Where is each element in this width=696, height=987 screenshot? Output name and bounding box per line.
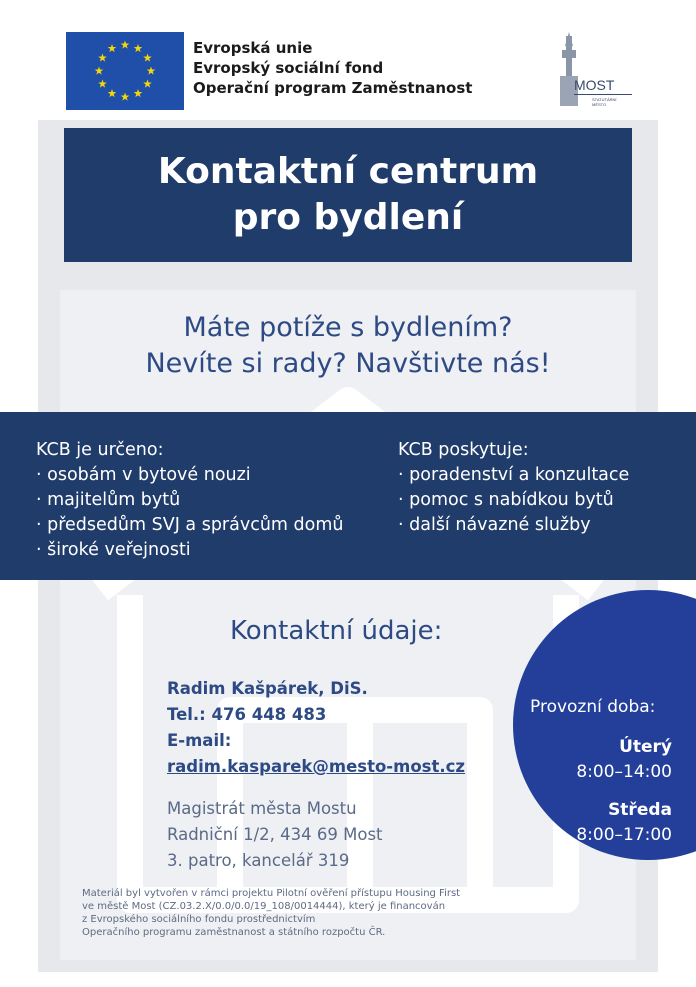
- address-line-1: Magistrát města Mostu: [167, 799, 357, 818]
- contact-title: Kontaktní údaje:: [230, 616, 443, 646]
- contact-tel[interactable]: Tel.: 476 448 483: [167, 705, 327, 724]
- eu-star-icon: [147, 67, 156, 75]
- question-line-2: Nevíte si rady? Navštivte nás!: [145, 348, 551, 379]
- contact-block: [167, 676, 465, 780]
- audience-item: · široké veřejnosti: [36, 540, 191, 560]
- eu-star-icon: [134, 44, 143, 52]
- audience-heading: KCB je určeno:: [36, 440, 164, 460]
- service-item: · pomoc s nabídkou bytů: [398, 490, 614, 510]
- funding-footnote: [82, 887, 522, 939]
- eu-star-icon: [121, 41, 130, 49]
- most-logo-text: MOST: [574, 77, 615, 93]
- address-line-2: Radniční 1/2, 434 69 Most: [167, 825, 383, 844]
- eu-line-3: Operační program Zaměstnanost: [193, 79, 473, 97]
- most-logo-sub2: MĚSTO: [592, 102, 607, 107]
- address-line-3: 3. patro, kancelář 319: [167, 851, 350, 870]
- hours-day-wednesday: Středa: [608, 800, 672, 820]
- eu-star-icon: [134, 89, 143, 97]
- contact-email-label: E-mail:: [167, 731, 232, 750]
- eu-star-icon: [121, 93, 130, 101]
- hours-time-wednesday: 8:00–17:00: [576, 825, 672, 845]
- header-logos: [0, 0, 696, 120]
- eu-star-icon: [108, 89, 117, 97]
- services-column: [398, 438, 629, 538]
- audience-item: · majitelům bytů: [36, 490, 181, 510]
- eu-star-icon: [95, 67, 104, 75]
- title-line-2: pro bydlení: [232, 197, 464, 238]
- audience-column: [36, 438, 343, 563]
- eu-line-1: Evropská unie: [193, 39, 313, 57]
- service-item: · poradenství a konzultace: [398, 465, 630, 485]
- eu-star-icon: [143, 80, 152, 88]
- footnote-line: Operačního programu zaměstnanost a státního rozpočtu ČR.: [82, 927, 386, 938]
- footnote-line: Materiál byl vytvořen v rámci projektu Pilotní ověření přístupu Housing First: [82, 888, 461, 899]
- most-logo-sub1: STATUTÁRNÍ: [592, 97, 617, 102]
- eu-flag: [66, 32, 184, 110]
- title-box: [64, 128, 632, 262]
- info-band: [0, 412, 696, 580]
- eu-text-block: [193, 38, 472, 98]
- address-block: [167, 796, 383, 874]
- eu-stars-icon: [66, 32, 184, 110]
- hours-time-tuesday: 8:00–14:00: [576, 762, 672, 782]
- hours-day-tuesday: Úterý: [619, 737, 672, 757]
- audience-item: · předsedům SVJ a správcům domů: [36, 515, 344, 535]
- eu-star-icon: [143, 54, 152, 62]
- contact-email-link[interactable]: radim.kasparek@mesto-most.cz: [167, 757, 466, 776]
- eu-star-icon: [98, 54, 107, 62]
- most-city-logo: [556, 32, 636, 112]
- footnote-line: ve městě Most (CZ.03.2.X/0.0/0.0/19_108/0014444), který je financován: [82, 901, 446, 912]
- contact-name: Radim Kašpárek, DiS.: [167, 679, 368, 698]
- services-heading: KCB poskytuje:: [398, 440, 529, 460]
- question-heading: [60, 310, 636, 382]
- question-line-1: Máte potíže s bydlením?: [183, 312, 513, 343]
- title-line-1: Kontaktní centrum: [157, 151, 539, 192]
- eu-star-icon: [108, 44, 117, 52]
- hours-title: Provozní doba:: [530, 697, 656, 717]
- footnote-line: z Evropského sociálního fondu prostřednictvím: [82, 914, 316, 925]
- audience-item: · osobám v bytové nouzi: [36, 465, 251, 485]
- eu-star-icon: [98, 80, 107, 88]
- eu-line-2: Evropský sociální fond: [193, 59, 384, 77]
- service-item: · další návazné služby: [398, 515, 591, 535]
